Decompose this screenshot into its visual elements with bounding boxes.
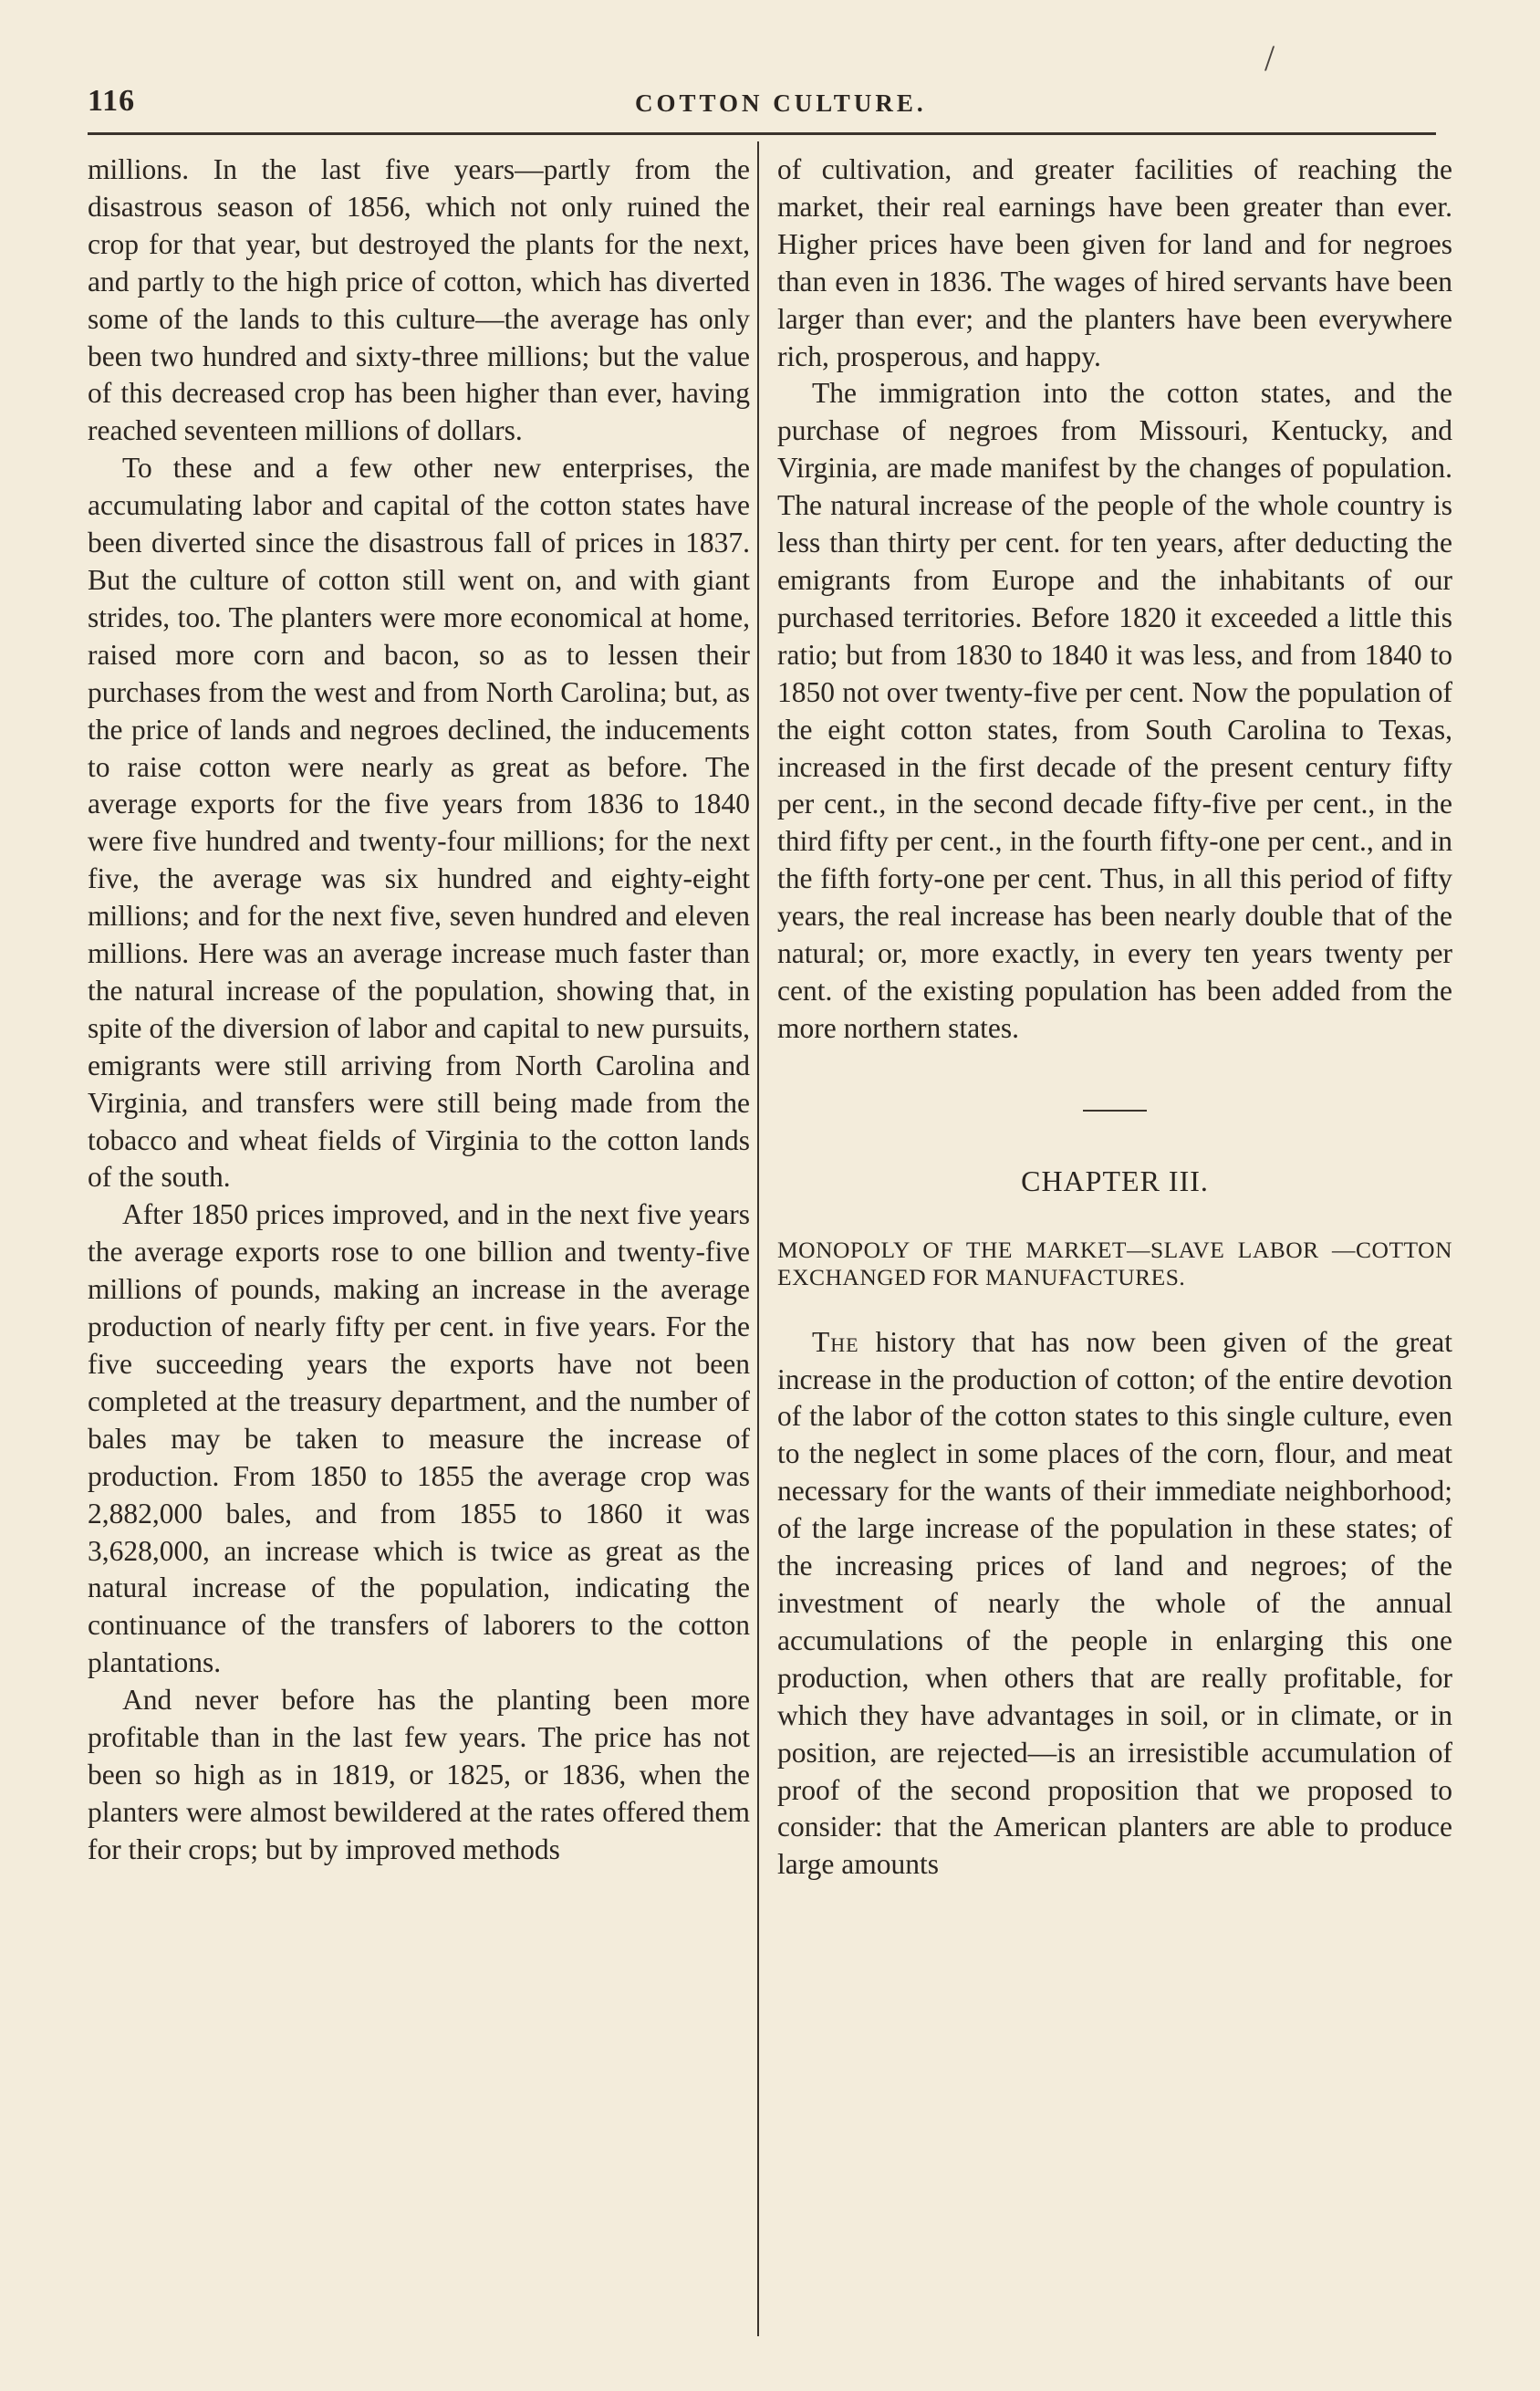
opening-word: The xyxy=(812,1325,859,1358)
right-column xyxy=(777,151,1452,1884)
chapter-title: CHAPTER III. xyxy=(1021,1164,1209,1197)
paragraph: After 1850 prices improved, and in the next five years the average exports rose to one billion and twenty-five millions of pounds, making an increase in the average production of nearly fifty per cent. in five years. For the five succeeding years the exports have not been completed at the treasury department, and the number of bales may be taken to measure the increase of production. From 1850 to 1855 the average crop was 2,882,000 bales, and from 1855 to 1860 it was 3,628,000, an increase which is twice as great as the natural increase of the population, indicating the continuance of the transfers of laborers to the cotton plantations. xyxy=(88,1198,750,1679)
opening-text: history that has now been given of the great increase in the production of cotton; of the entire devotion of the labor of the cotton states to this single culture, even to the neglect in some places of the corn, flour, and meat necessary for the wants of their immediate neighborhood; of the large increase of the population in these states; of the increasing prices of land and negroes; of the investment of nearly the whole of the annual accumulations of the people in enlarging this one production, when others that are really profitable, for which they have advantages in soil, or in climate, or in position, are rejected—is an irresistible accumulation of proof of the second proposition that we proposed to consider: that the American planters are able to produce large amounts xyxy=(777,1325,1452,1881)
paragraph: The immigration into the cotton states, and the purchase of negroes from Missouri, Kentucky, and Virginia, are made manifest by the changes of population. The natural increase of the people of the whole country is less than thirty per cent. for ten years, after deducting the emigrants from Europe and the inhabitants of our purchased territories. Before 1820 it exceeded a little this ratio; but from 1830 to 1840 it was less, and from 1840 to 1850 not over twenty-five per cent. Now the population of the eight cotton states, from South Carolina to Texas, increased in the first decade of the present century fifty per cent., in the second decade fifty-five per cent., in the third fifty per cent., in the fourth fifty-one per cent., and in the fifth forty-one per cent. Thus, in all this period of fifty years, the real increase has been nearly double that of the natural; or, more exactly, in every ten years twenty per cent. of the existing population has been added from the more northern states. xyxy=(777,377,1452,1044)
page-header xyxy=(88,37,1456,130)
paragraph: of cultivation, and greater facilities of reaching the market, their real earnings have been greater than ever. Higher prices have been given for land and for negroes than even in 1836. The wages of hired servants have been larger than ever; and the planters have been everywhere rich, prosperous, and happy. xyxy=(777,153,1452,372)
paragraph: And never before has the planting been more profitable than in the last few years. The price has not been so high as in 1819, or 1825, or 1836, when the planters were almost bewildered at the rates offered them for their crops; but by improved methods xyxy=(88,1684,750,1865)
chapter-summary: MONOPOLY OF THE MARKET—SLAVE LABOR —COTTON EXCHANGED FOR MANUFACTURES. xyxy=(777,1236,1452,1290)
left-column xyxy=(88,151,750,1869)
ink-mark: / xyxy=(1264,37,1275,78)
column-divider xyxy=(757,141,759,2336)
paragraph: To these and a few other new enterprises, the accumulating labor and capital of the cotton states have been diverted since the disastrous fall of prices in 1837. But the culture of cotton still went on, and with giant strides, too. The planters were more economical at home, raised more corn and bacon, so as to lessen their purchases from the west and from North Carolina; but, as the price of lands and negroes declined, the inducements to raise cotton were nearly as great as before. The average exports for the five years from 1836 to 1840 were five hundred and twenty-four millions; for the next five, the average was six hundred and eighty-eight millions; and for the next five, seven hundred and eleven millions. Here was an average increase much faster than the natural increase of the population, showing that, in spite of the diversion of labor and capital to new pursuits, emigrants were still arriving from North Carolina and Virginia, and transfers were still being made from the tobacco and wheat fields of Virginia to the cotton lands of the south. xyxy=(88,452,750,1194)
page-number: 116 xyxy=(88,84,136,118)
header-rule xyxy=(88,132,1436,135)
paragraph: millions. In the last five years—partly from the disastrous season of 1856, which not only ruined the crop for that year, but destroyed the plants for the next, and partly to the high price of cotton, which has diverted some of the lands to this culture—the average has only been two hundred and sixty-three millions; but the value of this decreased crop has been higher than ever, having reached seventeen millions of dollars. xyxy=(88,153,750,447)
running-title: COTTON CULTURE. xyxy=(635,89,927,117)
chapter-opening-paragraph xyxy=(777,1324,1452,1885)
section-rule xyxy=(1083,1110,1147,1112)
